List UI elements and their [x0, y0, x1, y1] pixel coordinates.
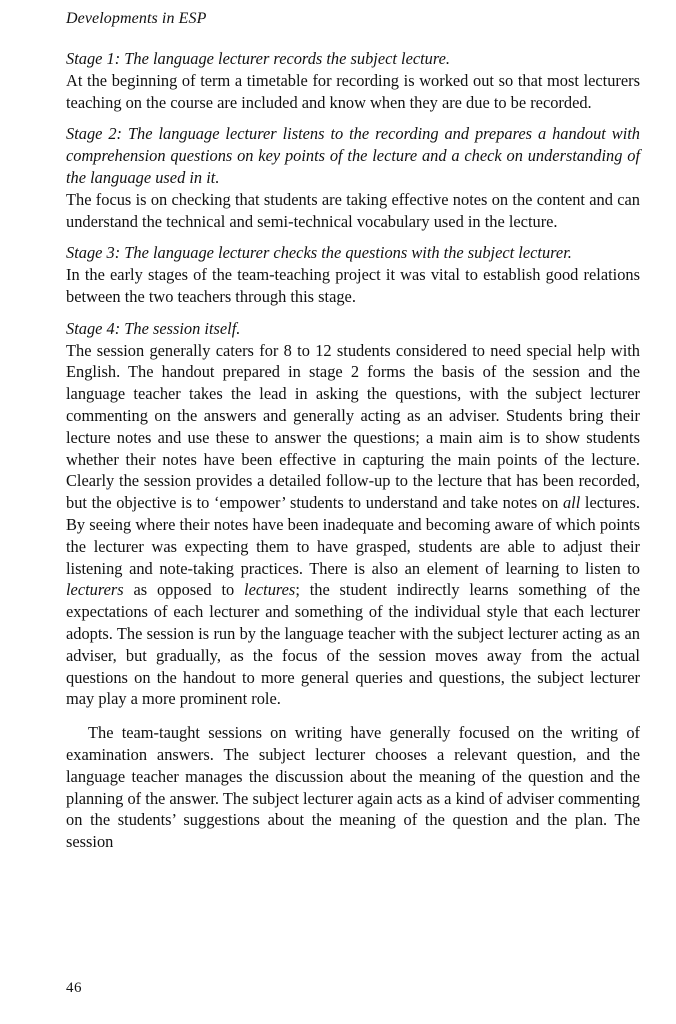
stage-4-body-text: ; the student indirectly learns something of the expectations of each lecturer and something of the individual style that each lecturer adopts. The session is run by the language teacher with the subject lecturer acting as an adviser, but gradually, as the focus of the session moves away from the actual questions on the handout to more general queries and questions, the subject lecturer may play a more prominent role.	[66, 580, 640, 709]
stage-4-body-text: as opposed to	[123, 580, 245, 600]
stage-3-body: In the early stages of the team-teaching project it was vital to establish good relations between the two teachers through this stage.	[66, 265, 640, 306]
stage-4-body	[66, 340, 640, 711]
stage-2	[66, 123, 640, 232]
stage-4-heading: Stage 4: The session itself.	[66, 318, 241, 338]
stage-1-body: At the beginning of term a timetable for recording is worked out so that most lecturers teaching on the course are included and know when they are due to be recorded.	[66, 70, 640, 112]
stage-4	[66, 318, 640, 710]
stage-1	[66, 48, 640, 113]
emphasis-lectures: lectures	[244, 580, 296, 600]
running-head: Developments in ESP	[66, 10, 207, 27]
emphasis-lecturers: lecturers	[66, 580, 124, 600]
stage-2-body: The focus is on checking that students are taking effective notes on the content and can understand the technical and semi-technical vocabulary used in the lecture.	[66, 189, 640, 231]
closing-paragraph: The team-taught sessions on writing have generally focused on the writing of examination answers. The subject lecturer chooses a relevant question, and the language teacher manages the discussion about the meaning of the question and the planning of the answer. The subject lecturer again acts as a kind of adviser commenting on the students’ suggestions about the meaning of the question and the plan. The session	[66, 723, 640, 852]
stage-4-body-text: The session generally caters for 8 to 12 students considered to need special help with English. The handout prepared in stage 2 forms the basis of the session and the language teacher takes the lead in asking the questions, with the subject lecturer commenting on the answers and generally acting as an adviser. Students bring their lecture notes and use these to answer the questions; a main aim is to show students whether their notes have been effective in capturing the main points of the lecture. Clearly the session provides a detailed follow-up to the lecture that has been recorded, but the objective is to ‘empower’ students to understand and take notes on	[66, 340, 640, 513]
page-number: 46	[66, 980, 82, 996]
stage-4-body-text: lectures. By seeing where their notes have been inadequate and becoming aware of which points the lecturer was expecting them to have grasped, students are able to adjust their listening and note-taking practices. There is also an element of learning to listen to	[66, 493, 640, 578]
page-body	[66, 48, 640, 853]
stage-3-heading: Stage 3: The language lecturer checks the questions with the subject lecturer.	[66, 243, 572, 263]
stage-3	[66, 242, 640, 307]
stage-1-heading: Stage 1: The language lecturer records the subject lecture.	[66, 49, 451, 68]
emphasis-all: all	[562, 493, 581, 513]
stage-2-heading: Stage 2: The language lecturer listens to the recording and prepares a handout with comprehension questions on key points of the lecture and a check on understanding of the language used in it.	[66, 124, 640, 187]
